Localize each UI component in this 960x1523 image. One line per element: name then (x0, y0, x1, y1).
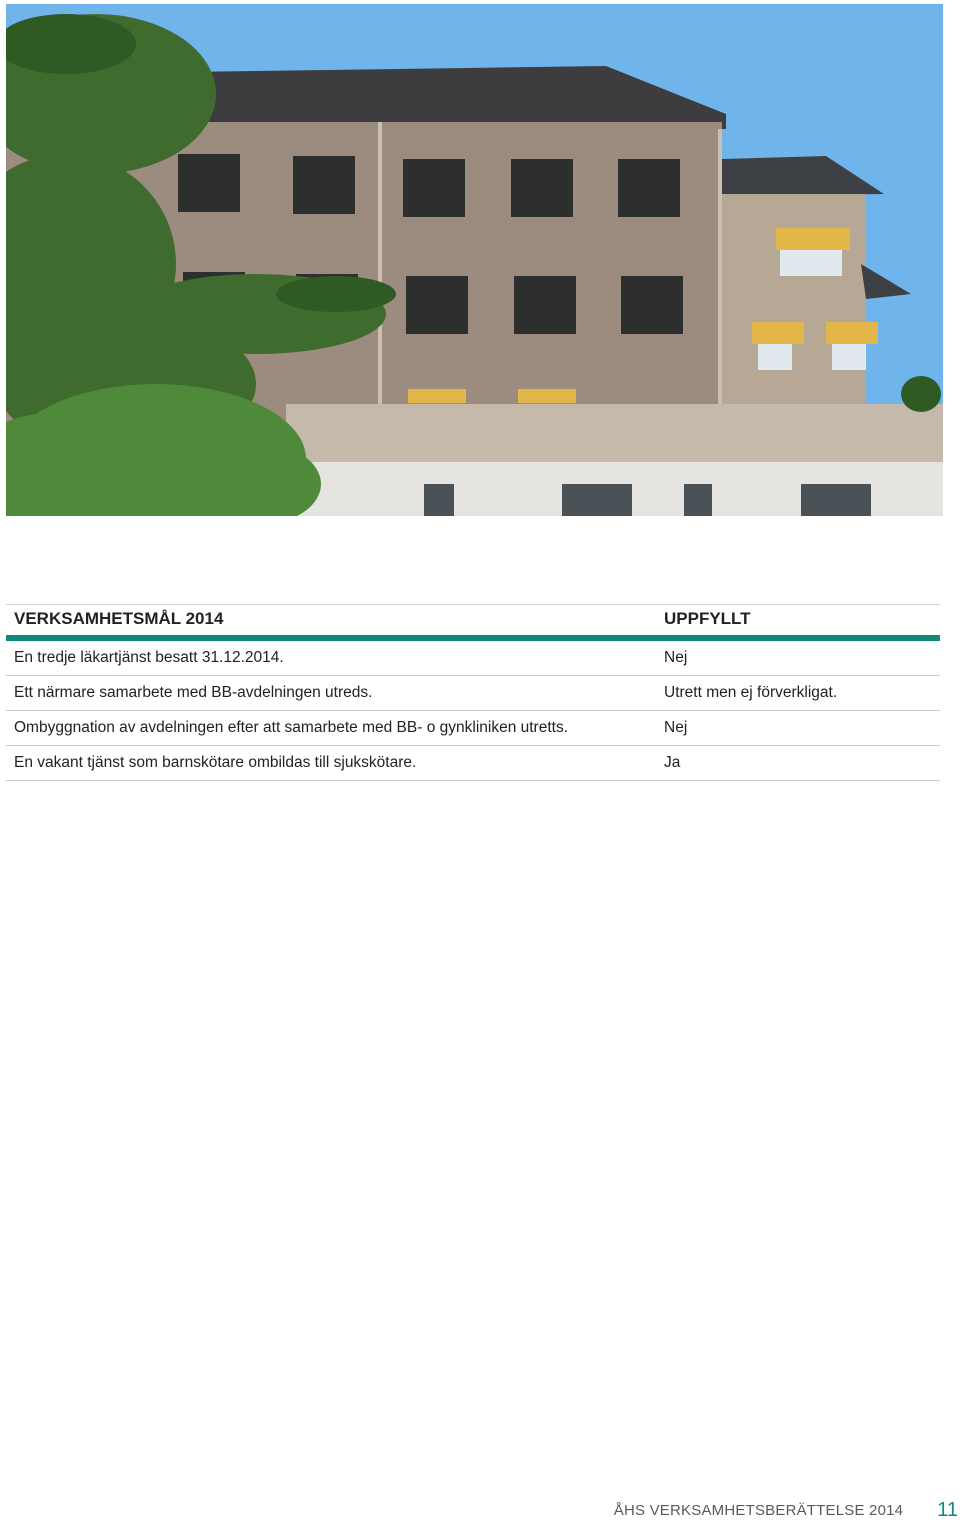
table-row (6, 711, 940, 746)
goal-cell: En tredje läkartjänst besatt 31.12.2014. (6, 638, 646, 676)
goal-cell: Ombyggnation av avdelningen efter att samarbete med BB- o gynkliniken utretts. (6, 711, 646, 746)
status-column-header: UPPFYLLT (646, 605, 940, 639)
table-row (6, 676, 940, 711)
goal-cell: Ett närmare samarbete med BB-avdelningen utreds. (6, 676, 646, 711)
building-photo (6, 4, 943, 516)
table-row (6, 638, 940, 676)
table-header-row (6, 605, 940, 639)
page-footer (614, 1497, 958, 1523)
status-cell: Nej (646, 711, 940, 746)
report-title: ÅHS VERKSAMHETSBERÄTTELSE 2014 (613, 1501, 904, 1519)
goal-cell: En vakant tjänst som barnskötare ombildas till sjukskötare. (6, 746, 646, 781)
building-illustration (6, 4, 943, 516)
goals-table (6, 604, 940, 781)
status-cell: Utrett men ej förverkligat. (646, 676, 940, 711)
page-number: 11 (937, 1498, 958, 1521)
status-cell: Nej (646, 638, 940, 676)
table-row (6, 746, 940, 781)
goal-column-header: VERKSAMHETSMÅL 2014 (6, 605, 646, 639)
status-cell: Ja (646, 746, 940, 781)
